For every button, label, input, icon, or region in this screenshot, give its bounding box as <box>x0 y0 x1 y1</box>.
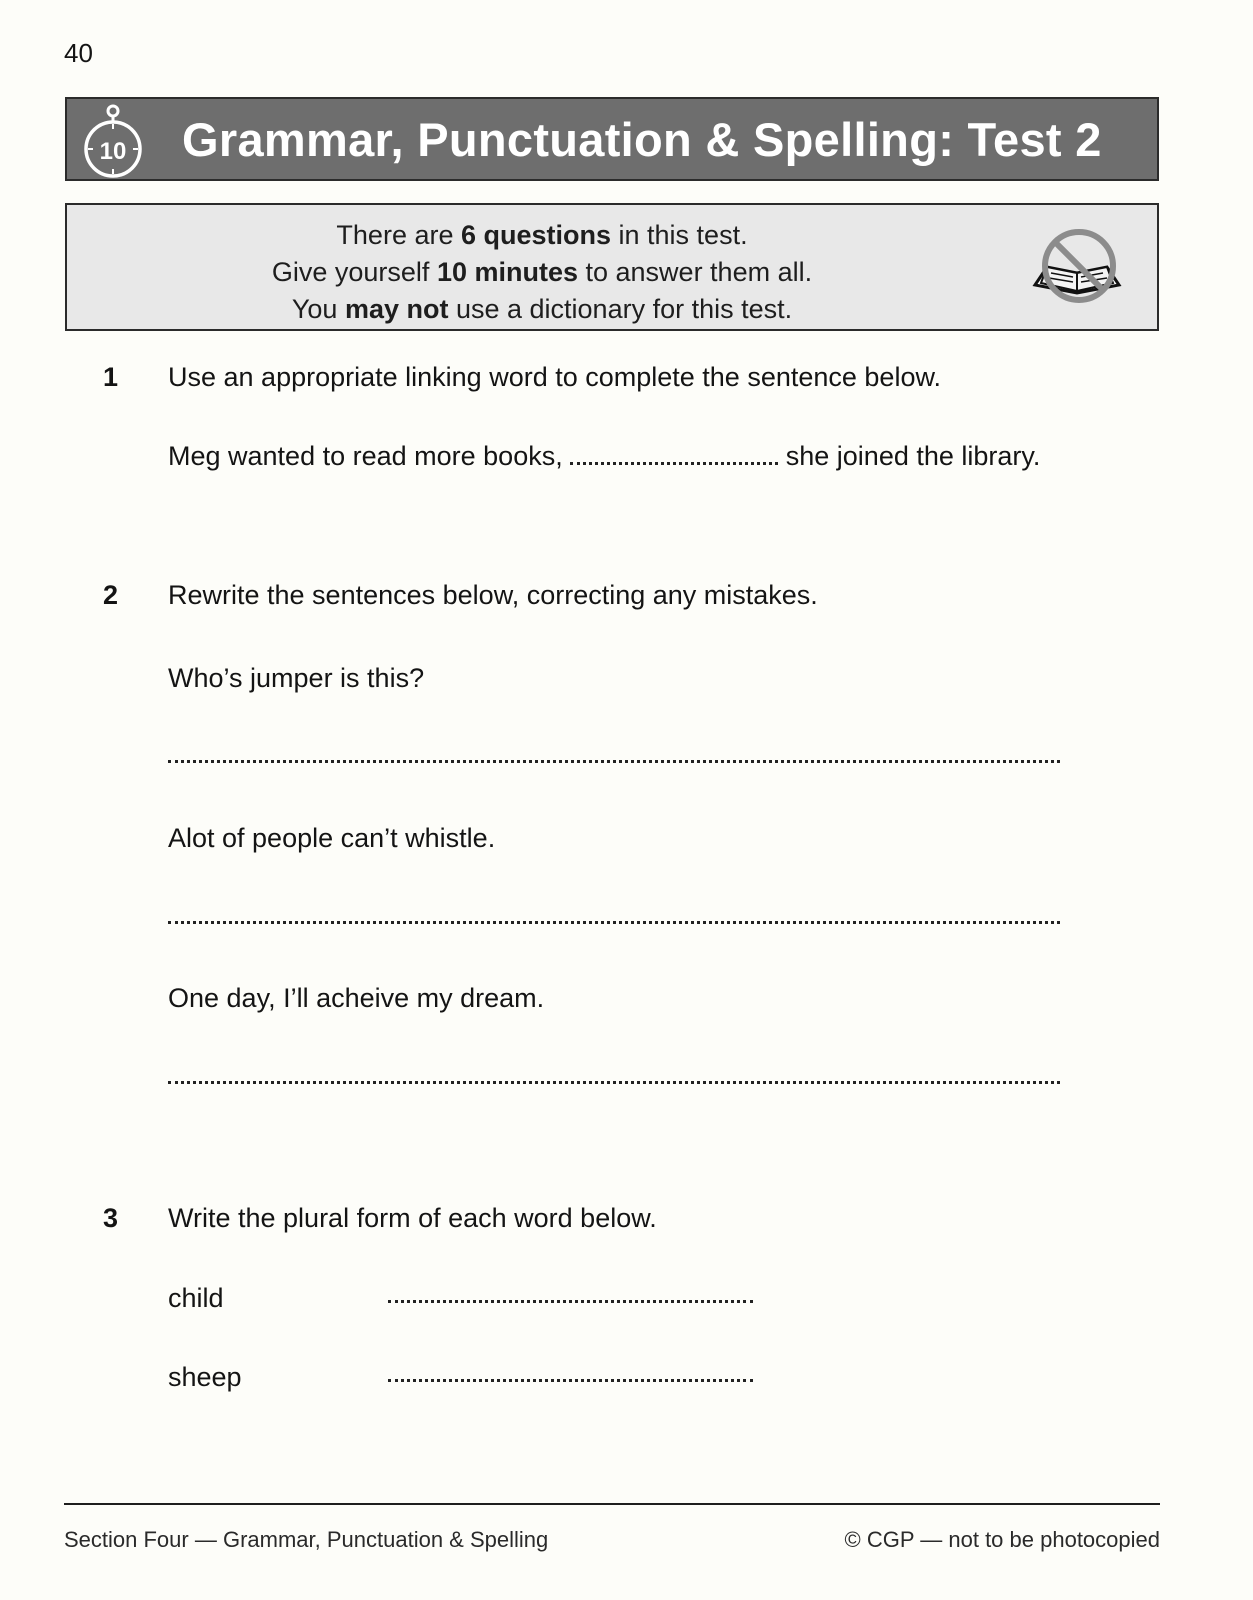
instructions-box <box>65 203 1159 331</box>
question-2-number: 2 <box>103 580 119 610</box>
sentence-start: Meg wanted to read more books, <box>168 441 563 471</box>
instruction-line-questions: There are 6 questions in this test. <box>336 220 748 250</box>
no-dictionary-icon <box>1027 223 1127 309</box>
instructions <box>67 217 1017 328</box>
sentence-end: she joined the library. <box>785 441 1041 471</box>
page-title: Grammar, Punctuation & Spelling: Test 2 <box>182 113 1102 166</box>
question-2-answer-line-2[interactable] <box>168 921 1060 924</box>
stopwatch-icon <box>79 101 147 179</box>
question-1-sentence <box>168 441 1040 472</box>
question-2-prompt: Rewrite the sentences below, correcting any mistakes. <box>168 580 818 610</box>
title-bar <box>65 97 1159 181</box>
question-2-answer-line-1[interactable] <box>168 760 1060 763</box>
question-3-number: 3 <box>103 1203 119 1233</box>
question-3-prompt: Write the plural form of each word below. <box>168 1203 657 1233</box>
question-2-sentence-3: One day, I’ll acheive my dream. <box>168 983 545 1013</box>
instruction-line-dictionary: You may not use a dictionary for this test. <box>291 294 793 324</box>
plural-answer-field-2[interactable] <box>388 1379 753 1382</box>
plural-word-1: child <box>168 1283 224 1313</box>
question-1-number: 1 <box>103 362 119 392</box>
footer-copyright: © CGP — not to be photocopied <box>844 1527 1160 1552</box>
timer-minutes: 10 <box>99 138 127 165</box>
footer-section-label: Section Four — Grammar, Punctuation & Spelling <box>64 1527 549 1552</box>
question-1-prompt: Use an appropriate linking word to complete the sentence below. <box>168 362 941 392</box>
plural-answer-field-1[interactable] <box>388 1300 753 1303</box>
footer-divider <box>64 1503 1160 1505</box>
page-number: 40 <box>64 38 93 68</box>
plural-word-2: sheep <box>168 1362 242 1392</box>
linking-word-answer-field[interactable] <box>570 454 778 465</box>
question-2-sentence-2: Alot of people can’t whistle. <box>168 823 496 853</box>
instruction-line-time: Give yourself 10 minutes to answer them all. <box>271 257 813 287</box>
question-2-answer-line-3[interactable] <box>168 1081 1060 1084</box>
question-2-sentence-1: Who’s jumper is this? <box>168 663 425 693</box>
